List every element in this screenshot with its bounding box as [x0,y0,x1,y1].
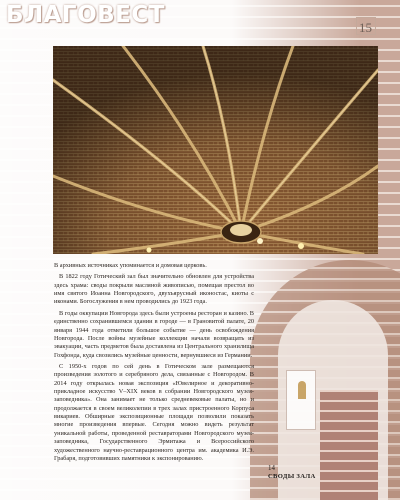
brick-pillar [320,390,378,500]
figure-caption [268,464,328,481]
museum-vitrine [286,370,316,430]
figure-number: 14 [268,464,275,472]
publisher-logo: БЛАГОВЕСТ [6,2,165,28]
article-body [54,262,254,466]
article-paragraph: С 1950-х годов по сей день в Готическом зале размещаются произведения золотого и серебряного дела, связанные с Новгородом. В 2014 году открылась новая экспозиция «Ювелирное и декоративно-прикладное искусство V–XIX веков в собрании Новгородского музея-заповедника». Она занимает не только средневековые палаты, но и продолжается в своем великолепии в трех залах пристроенного Корпуса викариев. Обширные экспозиционные площади позволили показать многие произведения впервые. Сегодня можно видеть результат уникальной работы, проведенной реставраторами Новгородского музея-заповедника, Государственного Эрмитажа и Всероссийского художественного научно-реставрационного центра им. академика И.Э. Грабаря, подготовивших памятники к экспонированию. [54,362,254,462]
page-header [0,0,400,42]
vault-illustration [53,46,378,254]
figure-title: СВОДЫ ЗАЛА [268,472,316,480]
article-paragraph: В 1822 году Готический зал был значительно обновлен для устройства здесь храма: своды покрыли масляной живописью, помещая престол во имя святого Иоанна Новгородского, двухъярусный иконостас, киоты с иконами. Богослужения в нем проводились до 1923 года. [54,273,254,306]
article-paragraph: В годы оккупации Новгорода здесь были устроены ресторан и казино. В единственно сохранившемся здании в городе — в Грановитой палате, 20 января 1944 года отметили большое событие — день освобождения Новгорода. После войны музейные коллекции начали возвращать из эвакуации, часть предметов была доставлена из Центрального хранилища Гохфонда, куда свозились музейные ценности, вернувшиеся из Германии. [54,309,254,359]
vaulted-ceiling-photo [53,46,378,254]
article-paragraph: В архивных источниках упоминается и домовая церковь. [54,262,207,269]
page-number: 15 [359,20,372,35]
